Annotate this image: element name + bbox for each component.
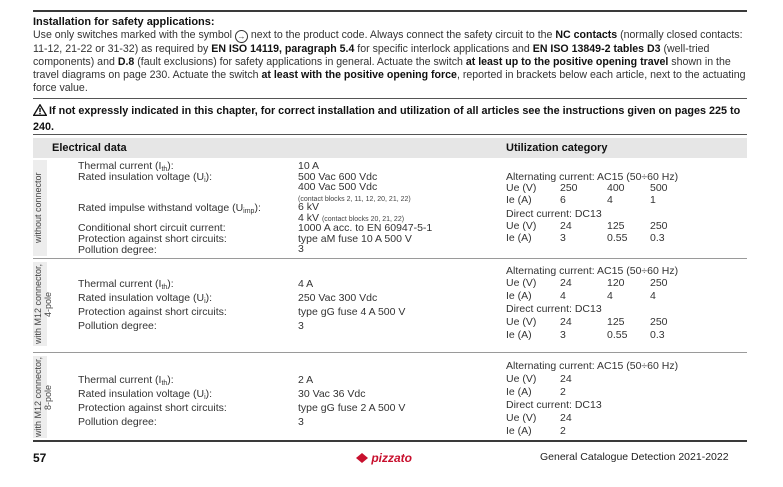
value-pollution-degree: 3: [298, 416, 304, 428]
label-conditional-short-circuit: Conditional short circuit current:: [78, 222, 226, 234]
value-insulation-1: 500 Vac 600 Vdc: [298, 171, 378, 183]
dc-heading: Direct current: DC13: [506, 399, 602, 411]
ac-heading: Alternating current: AC15 (50÷60 Hz): [506, 171, 679, 183]
ac-ue-value: 400: [607, 182, 625, 194]
dc-ie-value: 0.55: [607, 232, 628, 244]
dc-ue-label: Ue (V): [506, 316, 537, 328]
top-rule: [33, 10, 747, 12]
ac-ue-label: Ue (V): [506, 182, 537, 194]
value-pollution-degree: 3: [298, 320, 304, 332]
ac-ue-value: 500: [650, 182, 668, 194]
value-insulation: 30 Vac 36 Vdc: [298, 388, 366, 400]
value-insulation: 250 Vac 300 Vdc: [298, 292, 378, 304]
ac-ue-label: Ue (V): [506, 373, 537, 385]
value-thermal-current: 4 A: [298, 278, 314, 290]
label-protection: Protection against short circuits:: [78, 306, 227, 318]
ac-ue-value: 24: [560, 373, 572, 385]
ac-heading: Alternating current: AC15 (50÷60 Hz): [506, 265, 679, 277]
section-separator: [33, 258, 747, 259]
label-protection: Protection against short circuits:: [78, 233, 227, 245]
dc-ie-value: 0.3: [650, 232, 665, 244]
label-rated-insulation-voltage: Rated insulation voltage $(U_i)$:: [78, 388, 213, 401]
dc-ue-value: 250: [650, 220, 668, 232]
dc-ue-label: Ue (V): [506, 412, 537, 424]
ac-ie-value: 2: [560, 386, 566, 398]
value-insulation-2: 400 Vac 500 Vdc: [298, 181, 378, 193]
dc-heading: Direct current: DC13: [506, 303, 602, 315]
dc-ie-label: Ie (A): [506, 425, 532, 437]
section-label-m12-8pole: with M12 connector, 8-pole: [33, 356, 53, 438]
label-impulse-voltage: Rated impulse withstand voltage $(U_{imp})$:: [78, 202, 261, 215]
table-header: [33, 138, 747, 158]
section-label-without-connector: without connector: [33, 172, 43, 244]
ac-ue-label: Ue (V): [506, 277, 537, 289]
ac-ie-value: 6: [560, 194, 566, 206]
dc-ie-value: 2: [560, 425, 566, 437]
bottom-rule: [33, 440, 747, 442]
ac-ue-value: 120: [607, 277, 625, 289]
section-label-m12-4pole: with M12 connector, 4-pole: [33, 263, 53, 345]
brand-mark-icon: [356, 453, 368, 463]
dc-ue-value: 24: [560, 220, 572, 232]
ac-ie-value: 4: [560, 290, 566, 302]
installation-title: Installation for safety applications:: [33, 16, 215, 28]
dc-ue-value: 125: [607, 316, 625, 328]
dc-ie-label: Ie (A): [506, 329, 532, 341]
value-protection: type aM fuse 10 A 500 V: [298, 233, 412, 245]
value-protection: type gG fuse 4 A 500 V: [298, 306, 406, 318]
ac-ie-label: Ie (A): [506, 194, 532, 206]
safety-symbol-icon: →: [235, 30, 248, 43]
label-thermal-current: Thermal current $(I_{th})$:: [78, 278, 174, 291]
label-rated-insulation-voltage: Rated insulation voltage $(U_i)$:: [78, 171, 213, 184]
electrical-data-header: Electrical data: [52, 142, 127, 154]
ac-ue-value: 24: [560, 277, 572, 289]
value-impulse-2: 4 kV (contact blocks 20, 21, 22): [298, 212, 405, 224]
ac-ie-value: 4: [607, 290, 613, 302]
divider: [33, 134, 747, 135]
label-pollution-degree: Pollution degree:: [78, 244, 157, 256]
value-thermal-current: 10 A: [298, 160, 320, 172]
ac-heading: Alternating current: AC15 (50÷60 Hz): [506, 360, 679, 372]
dc-ue-value: 125: [607, 220, 625, 232]
label-pollution-degree: Pollution degree:: [78, 416, 157, 428]
label-pollution-degree: Pollution degree:: [78, 320, 157, 332]
ac-ie-label: Ie (A): [506, 290, 532, 302]
brand-logo: pizzato: [356, 451, 412, 465]
warning-note: If not expressly indicated in this chapter, for correct installation and utilization of all articles see the instructions given on pages 225 to 240.: [33, 105, 741, 133]
dc-ie-value: 0.3: [650, 329, 665, 341]
warning-triangle-icon: [33, 104, 47, 120]
dc-ie-value: 3: [560, 329, 566, 341]
value-impulse-1: 6 kV: [298, 201, 320, 213]
catalogue-title: General Catalogue Detection 2021-2022: [540, 451, 729, 463]
label-thermal-current: Thermal current $(I_{th})$:: [78, 374, 174, 387]
dc-ue-value: 250: [650, 316, 668, 328]
ac-ue-value: 250: [560, 182, 578, 194]
ac-ie-value: 4: [650, 290, 656, 302]
ac-ie-value: 4: [607, 194, 613, 206]
dc-ue-value: 24: [560, 412, 572, 424]
value-contact-blocks-note: (contact blocks 2, 11, 12, 20, 21, 22): [298, 196, 411, 203]
ac-ue-value: 250: [650, 277, 668, 289]
dc-ie-label: Ie (A): [506, 232, 532, 244]
value-thermal-current: 2 A: [298, 374, 314, 386]
ac-ie-value: 1: [650, 194, 656, 206]
utilization-category-header: Utilization category: [506, 142, 608, 154]
dc-ie-value: 0.55: [607, 329, 628, 341]
label-protection: Protection against short circuits:: [78, 402, 227, 414]
dc-ie-value: 3: [560, 232, 566, 244]
label-thermal-current: Thermal current $(I_{th})$:: [78, 160, 174, 173]
value-conditional-short-circuit: 1000 A acc. to EN 60947-5-1: [298, 222, 433, 234]
value-pollution-degree: 3: [298, 243, 304, 255]
ac-ie-label: Ie (A): [506, 386, 532, 398]
dc-heading: Direct current: DC13: [506, 208, 602, 220]
dc-ue-value: 24: [560, 316, 572, 328]
divider: [33, 98, 747, 99]
value-protection: type gG fuse 2 A 500 V: [298, 402, 406, 414]
page-number: 57: [33, 451, 47, 465]
section-separator: [33, 352, 747, 353]
label-rated-insulation-voltage: Rated insulation voltage $(U_i)$:: [78, 292, 213, 305]
installation-text: Use only switches marked with the symbol → next to the product code. Always connect the safety circuit to the NC contacts (normally closed contacts: 11-12, 21-22 or 31-32) as required by EN ISO 14119, paragraph 5.4 for specific interlock applications and EN ISO 13849-2 tables D3 (well-tried components) and D.8 (fault exclusions) for safety applications in general. Actuate the switch at least up to the positive opening travel shown in the travel diagrams on page 230. Actuate the switch at least with the positive opening force, reported in brackets below each article, next to the actuating force value.: [33, 29, 746, 94]
dc-ue-label: Ue (V): [506, 220, 537, 232]
